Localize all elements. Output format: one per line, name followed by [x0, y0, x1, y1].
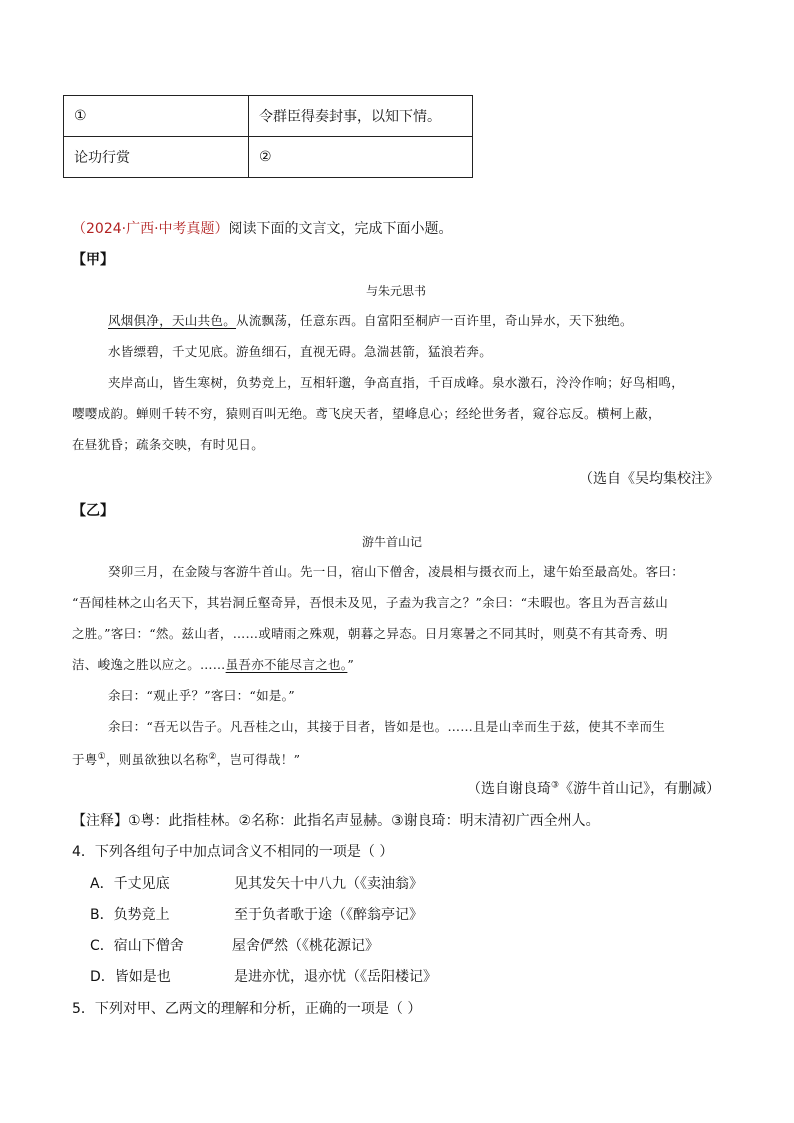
question-intro — [72, 218, 453, 238]
yi-p3-text-b: ，则虽欲独以名称 — [105, 752, 209, 768]
yi-p3-text-a: 于粤 — [72, 752, 98, 768]
yi-line4-post: ” — [347, 657, 355, 672]
option-label: A．千丈见底 — [90, 876, 170, 892]
yi-citation-b: 《游牛首山记》，有删减） — [559, 781, 721, 797]
jia-paragraph-3-line-3: 在昼犹昏；疏条交映，有时见日。 — [72, 437, 265, 452]
question-source: （2024·广西·中考真题） — [72, 221, 229, 237]
yi-citation-a: （选自谢良琦 — [467, 781, 551, 797]
question-4-stem: 4．下列各组句子中加点词含义不相同的一项是（ ） — [72, 844, 394, 860]
option-ref: 是进亦忧，退亦忧（《岳阳楼记》 — [234, 969, 437, 985]
passage-title-yi: 游牛首山记 — [362, 535, 423, 549]
table-cell: ② — [249, 137, 473, 178]
table-cell: 令群臣得奏封事，以知下情。 — [249, 96, 473, 137]
jia-paragraph-3-line-2: 嘤嘤成韵。蝉则千转不穷，猿则百叫无绝。鸢飞戾天者，望峰息心；经纶世务者，窥谷忘反。横柯上蔽， — [72, 406, 661, 421]
option-a — [90, 873, 423, 893]
yi-line4-pre: 洁、峻逸之胜以应之。…… — [72, 657, 226, 672]
yi-paragraph-1-line-2: “吾闻桂林之山名天下，其岩洞丘壑奇异，吾恨未及见，子盍为我言之？”余曰：“未暇也。客且为吾言兹山 — [72, 595, 669, 610]
jia-paragraph-3-line-1: 夹岸高山，皆生寒树，负势竞上，互相轩邈，争高直指，千百成峰。泉水激石，泠泠作响；好鸟相鸣， — [108, 375, 685, 390]
yi-paragraph-1-line-3: 之胜。”客曰：“然。兹山者，……或晴雨之殊观，朝暮之异态。日月寒暑之不同其时，则莫不有其奇秀、明 — [72, 626, 668, 641]
footnote-marker: ① — [97, 752, 106, 762]
jia-p1-text: 从流飘荡，任意东西。自富阳至桐庐一百许里，奇山异水，天下独绝。 — [236, 313, 633, 328]
underlined-sentence: 风烟俱净，天山共色。 — [108, 313, 237, 328]
section-label-yi: 【乙】 — [72, 503, 114, 519]
yi-paragraph-3-line-1: 余曰：“吾无以告子。凡吾桂之山，其接于目者，皆如是也。……且是山幸而生于兹，使其不幸而生 — [108, 719, 666, 734]
yi-paragraph-2: 余曰：“观止乎？”客曰：“如是。” — [108, 688, 295, 703]
question-5-stem: 5．下列对甲、乙两文的理解和分析，正确的一项是（ ） — [72, 1001, 422, 1017]
question-prompt: 阅读下面的文言文，完成下面小题。 — [228, 221, 453, 237]
footnote-marker: ② — [208, 752, 217, 762]
underlined-sentence: 虽吾亦不能尽言之也。 — [225, 657, 348, 672]
table-cell: ① — [64, 96, 249, 137]
table-row — [64, 137, 473, 178]
section-label-jia: 【甲】 — [72, 252, 114, 268]
option-ref: 屋舍俨然（《桃花源记》 — [232, 938, 379, 954]
annotation-notes: 【注释】①粤：此指桂林。②名称：此指名声显赫。③谢良琦：明末清初广西全州人。 — [72, 813, 600, 829]
option-label: C．宿山下僧舍 — [90, 938, 184, 954]
yi-paragraph-3-line-2 — [72, 742, 300, 775]
option-d — [90, 966, 437, 986]
jia-paragraph-2: 水皆缥碧，千丈见底。游鱼细石，直视无碍。急湍甚箭，猛浪若奔。 — [108, 344, 493, 359]
table-row — [64, 96, 473, 137]
yi-paragraph-1-line-4 — [72, 649, 354, 680]
yi-paragraph-1-line-1: 癸卯三月，在金陵与客游牛首山。先一日，宿山下僧舍，凌晨相与摄衣而上，逮午始至最高处。客曰： — [108, 564, 685, 579]
option-ref: 至于负者歌于途（《醉翁亭记》 — [234, 907, 423, 923]
option-label: B．负势竞上 — [90, 907, 170, 923]
jia-paragraph-1 — [108, 305, 633, 336]
table-cell: 论功行赏 — [64, 137, 249, 178]
footnote-marker: ③ — [551, 780, 560, 791]
option-b — [90, 904, 423, 924]
yi-p3-text-c: ，岂可得哉！” — [216, 752, 301, 768]
yi-citation — [467, 778, 720, 798]
passage-title-jia: 与朱元思书 — [366, 284, 427, 298]
answer-table — [63, 95, 473, 178]
option-c — [90, 935, 379, 955]
option-ref: 见其发矢十中八九（《卖油翁》 — [234, 876, 423, 892]
option-label: D．皆如是也 — [90, 969, 171, 985]
jia-citation: （选自《吴均集校注》 — [579, 471, 719, 487]
